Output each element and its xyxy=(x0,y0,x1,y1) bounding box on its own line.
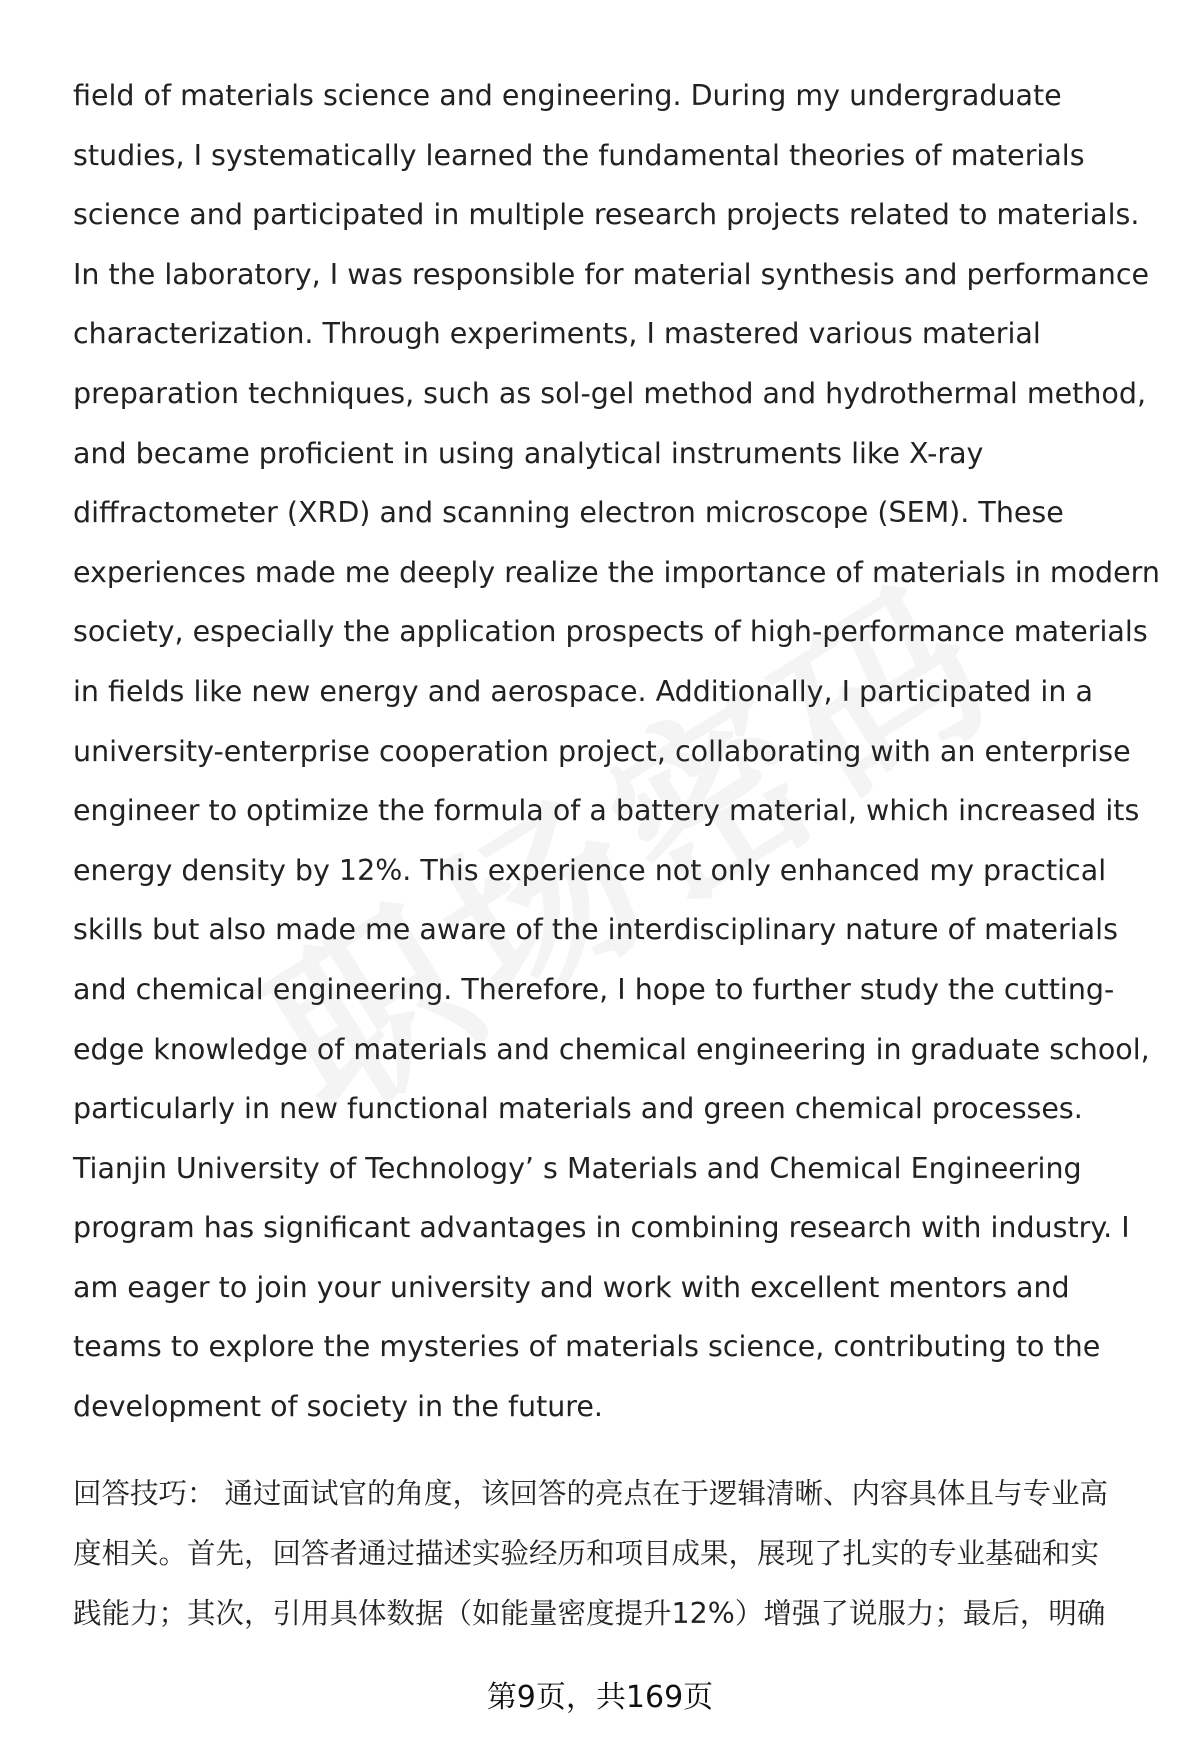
paragraph-line: experiences made me deeply realize the importance of materials in modern xyxy=(73,555,1160,589)
tip-line: 度相关。首先，回答者通过描述实验经历和项目成果，展现了扎实的专业基础和实 xyxy=(73,1537,1100,1570)
paragraph-line: and chemical engineering. Therefore, I hope to further study the cutting- xyxy=(73,972,1115,1006)
answer-tip-section xyxy=(73,1464,1153,1644)
paragraph-line: development of society in the future. xyxy=(73,1390,603,1424)
paragraph-line: edge knowledge of materials and chemical engineering in graduate school, xyxy=(73,1032,1150,1066)
paragraph-line: energy density by 12%. This experience not only enhanced my practical xyxy=(73,853,1107,887)
tip-line: 回答技巧： 通过面试官的角度，该回答的亮点在于逻辑清晰、内容具体且与专业高 xyxy=(73,1477,1109,1510)
paragraph-line: science and participated in multiple research projects related to materials. xyxy=(73,198,1140,232)
paragraph-line: diffractometer (XRD) and scanning electron microscope (SEM). These xyxy=(73,496,1064,530)
paragraph-line: am eager to join your university and work with excellent mentors and xyxy=(73,1270,1070,1304)
paragraph-line: skills but also made me aware of the interdisciplinary nature of materials xyxy=(73,913,1118,947)
paragraph-line: engineer to optimize the formula of a battery material, which increased its xyxy=(73,794,1140,828)
paragraph-line: and became proficient in using analytical instruments like X-ray xyxy=(73,436,984,470)
paragraph-line: preparation techniques, such as sol-gel method and hydrothermal method, xyxy=(73,376,1147,410)
answer-paragraph xyxy=(73,66,1160,1437)
tip-line: 践能力；其次，引用具体数据（如能量密度提升12%）增强了说服力；最后，明确 xyxy=(73,1597,1106,1630)
page-number: 第9页，共169页 xyxy=(486,1680,714,1715)
paragraph-line: studies, I systematically learned the fundamental theories of materials xyxy=(73,138,1085,172)
paragraph-line: teams to explore the mysteries of materials science, contributing to the xyxy=(73,1330,1101,1364)
paragraph-line: characterization. Through experiments, I mastered various material xyxy=(73,317,1041,351)
paragraph-line: program has significant advantages in combining research with industry. I xyxy=(73,1211,1130,1245)
paragraph-line: particularly in new functional materials and green chemical processes. xyxy=(73,1092,1083,1126)
paragraph-line: in fields like new energy and aerospace. Additionally, I participated in a xyxy=(73,674,1093,708)
paragraph-line: university-enterprise cooperation project, collaborating with an enterprise xyxy=(73,734,1131,768)
paragraph-line: In the laboratory, I was responsible for material synthesis and performance xyxy=(73,257,1150,291)
paragraph-line: Tianjin University of Technology’ s Materials and Chemical Engineering xyxy=(73,1151,1082,1185)
paragraph-line: society, especially the application prospects of high-performance materials xyxy=(73,615,1148,649)
paragraph-line: field of materials science and engineering. During my undergraduate xyxy=(73,79,1062,112)
